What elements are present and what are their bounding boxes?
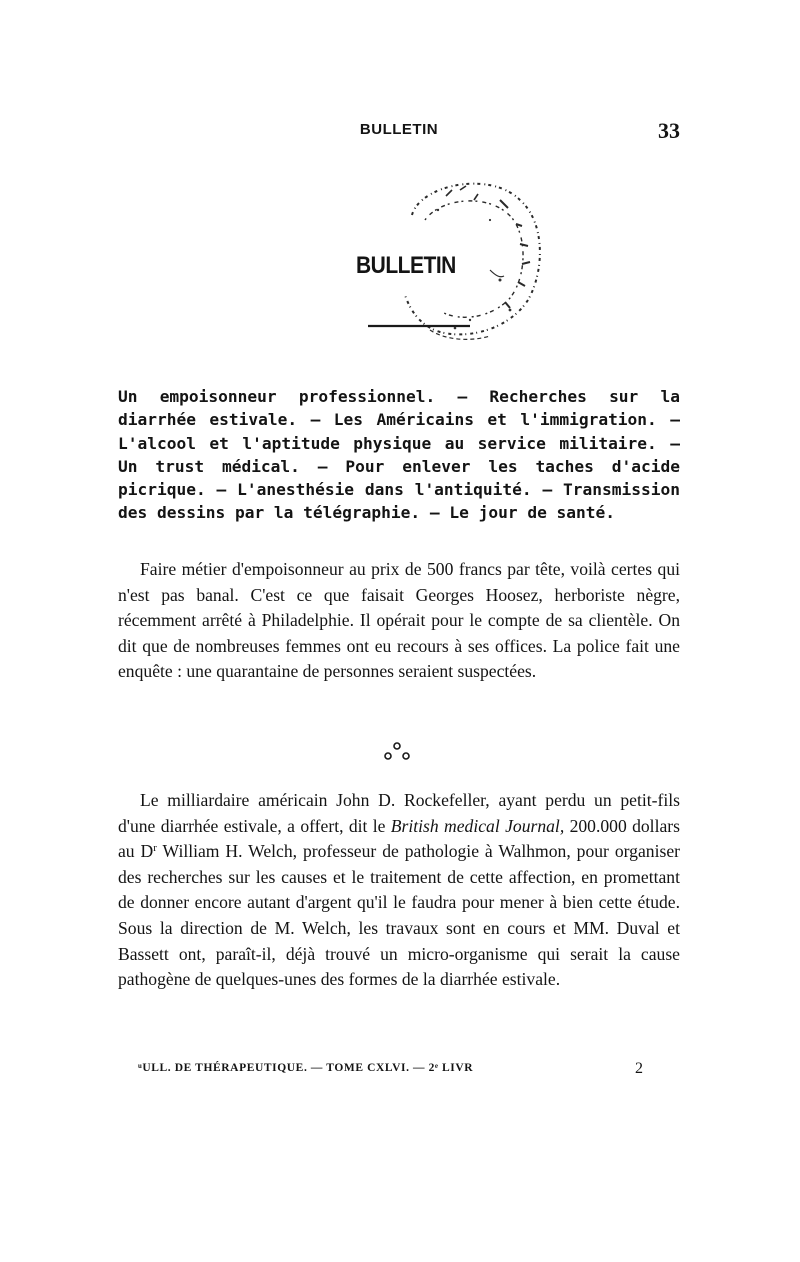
footer-text: ᵘULL. DE THÉRAPEUTIQUE. — TOME CXLVI. — 2ᵉ LIVR [138, 1062, 474, 1074]
doctor-superscript: r [153, 842, 157, 855]
p2-text-c: William H. Welch, professeur de pathologie à Walhmon, pour organiser des recherches sur les causes et le traitement de cette affection, en promettant de donner encore autant d'argent qu'il le faudra pour mener à bien cette étude. Sous la direction de M. Welch, les travaux sont en cours et MM. Duval et Bassett ont, paraît-il, déjà trouvé un micro-organisme qui serait la cause pathogène de quelques-unes des formes de la diarrhée estivale. [118, 841, 680, 990]
p2-text-b: 200.000 dollars au D [118, 815, 680, 862]
running-head [118, 118, 680, 142]
three-circles-icon [382, 739, 412, 763]
paragraph-poisoner: Faire métier d'empoisonneur au prix de 500 francs par tête, voilà certes qui n'est pas banal. C'est ce que faisait Georges Hoosez, herboriste nègre, récemment arrêté à Philadelphie. Il opérait pour le compte de sa clientèle. On dit que de nombreuses femmes ont eu recours à ses offices. La police fait une enquête : une quarantaine de personnes seraient suspectées. [118, 559, 680, 682]
signature-line [138, 1060, 658, 1082]
asterism-separator [382, 739, 412, 763]
paragraph-rockefeller [118, 788, 680, 993]
signature-mark: 2 [635, 1060, 643, 1077]
page-number: 33 [658, 118, 680, 143]
p2-text-a: Le milliardaire américain John D. Rockefeller, ayant perdu un petit-fils d'une diarrhée estivale, a offert, dit le [118, 790, 680, 836]
library-stamp [350, 160, 550, 355]
running-title: BULLETIN [359, 121, 439, 138]
stamp-word: BULLETIN [356, 252, 456, 279]
journal-title: British medical Journal, [390, 815, 565, 836]
article-summary: Un empoisonneur professionnel. — Recherches sur la diarrhée estivale. — Les Américains et l'immigration. — L'alcool et l'aptitude physique au service militaire. — Un trust médical. — Pour enlever les taches d'acide picrique. — L'anesthésie dans l'antiquité. — Transmission des dessins par la télégraphie. — Le jour de santé. [118, 387, 680, 523]
